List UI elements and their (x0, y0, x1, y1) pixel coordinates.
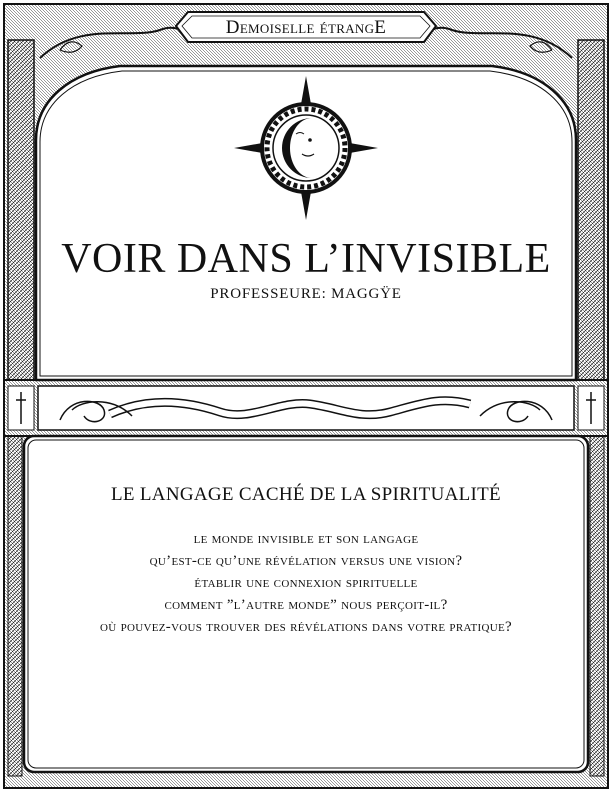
topic-item: qu’est-ce qu’une révélation versus une vision? (149, 553, 463, 569)
page-title: VOIR DANS L’INVISIBLE (61, 236, 551, 282)
header-label: Demoiselle étrangE (225, 17, 387, 38)
topic-item: établir une connexion spirituelle (194, 575, 418, 591)
instructor-name: PROFESSEURE: MAGGŸE (210, 286, 402, 302)
topic-item: comment ”l’autre monde” nous perçoit-il? (164, 597, 448, 613)
section-title: LE LANGAGE CACHÉ DE LA SPIRITUALITÉ (111, 484, 501, 505)
topic-item: où pouvez-vous trouver des révélations dans votre pratique? (100, 619, 512, 635)
topic-item: le monde invisible et son langage (193, 531, 419, 547)
topic-list (40, 528, 572, 638)
